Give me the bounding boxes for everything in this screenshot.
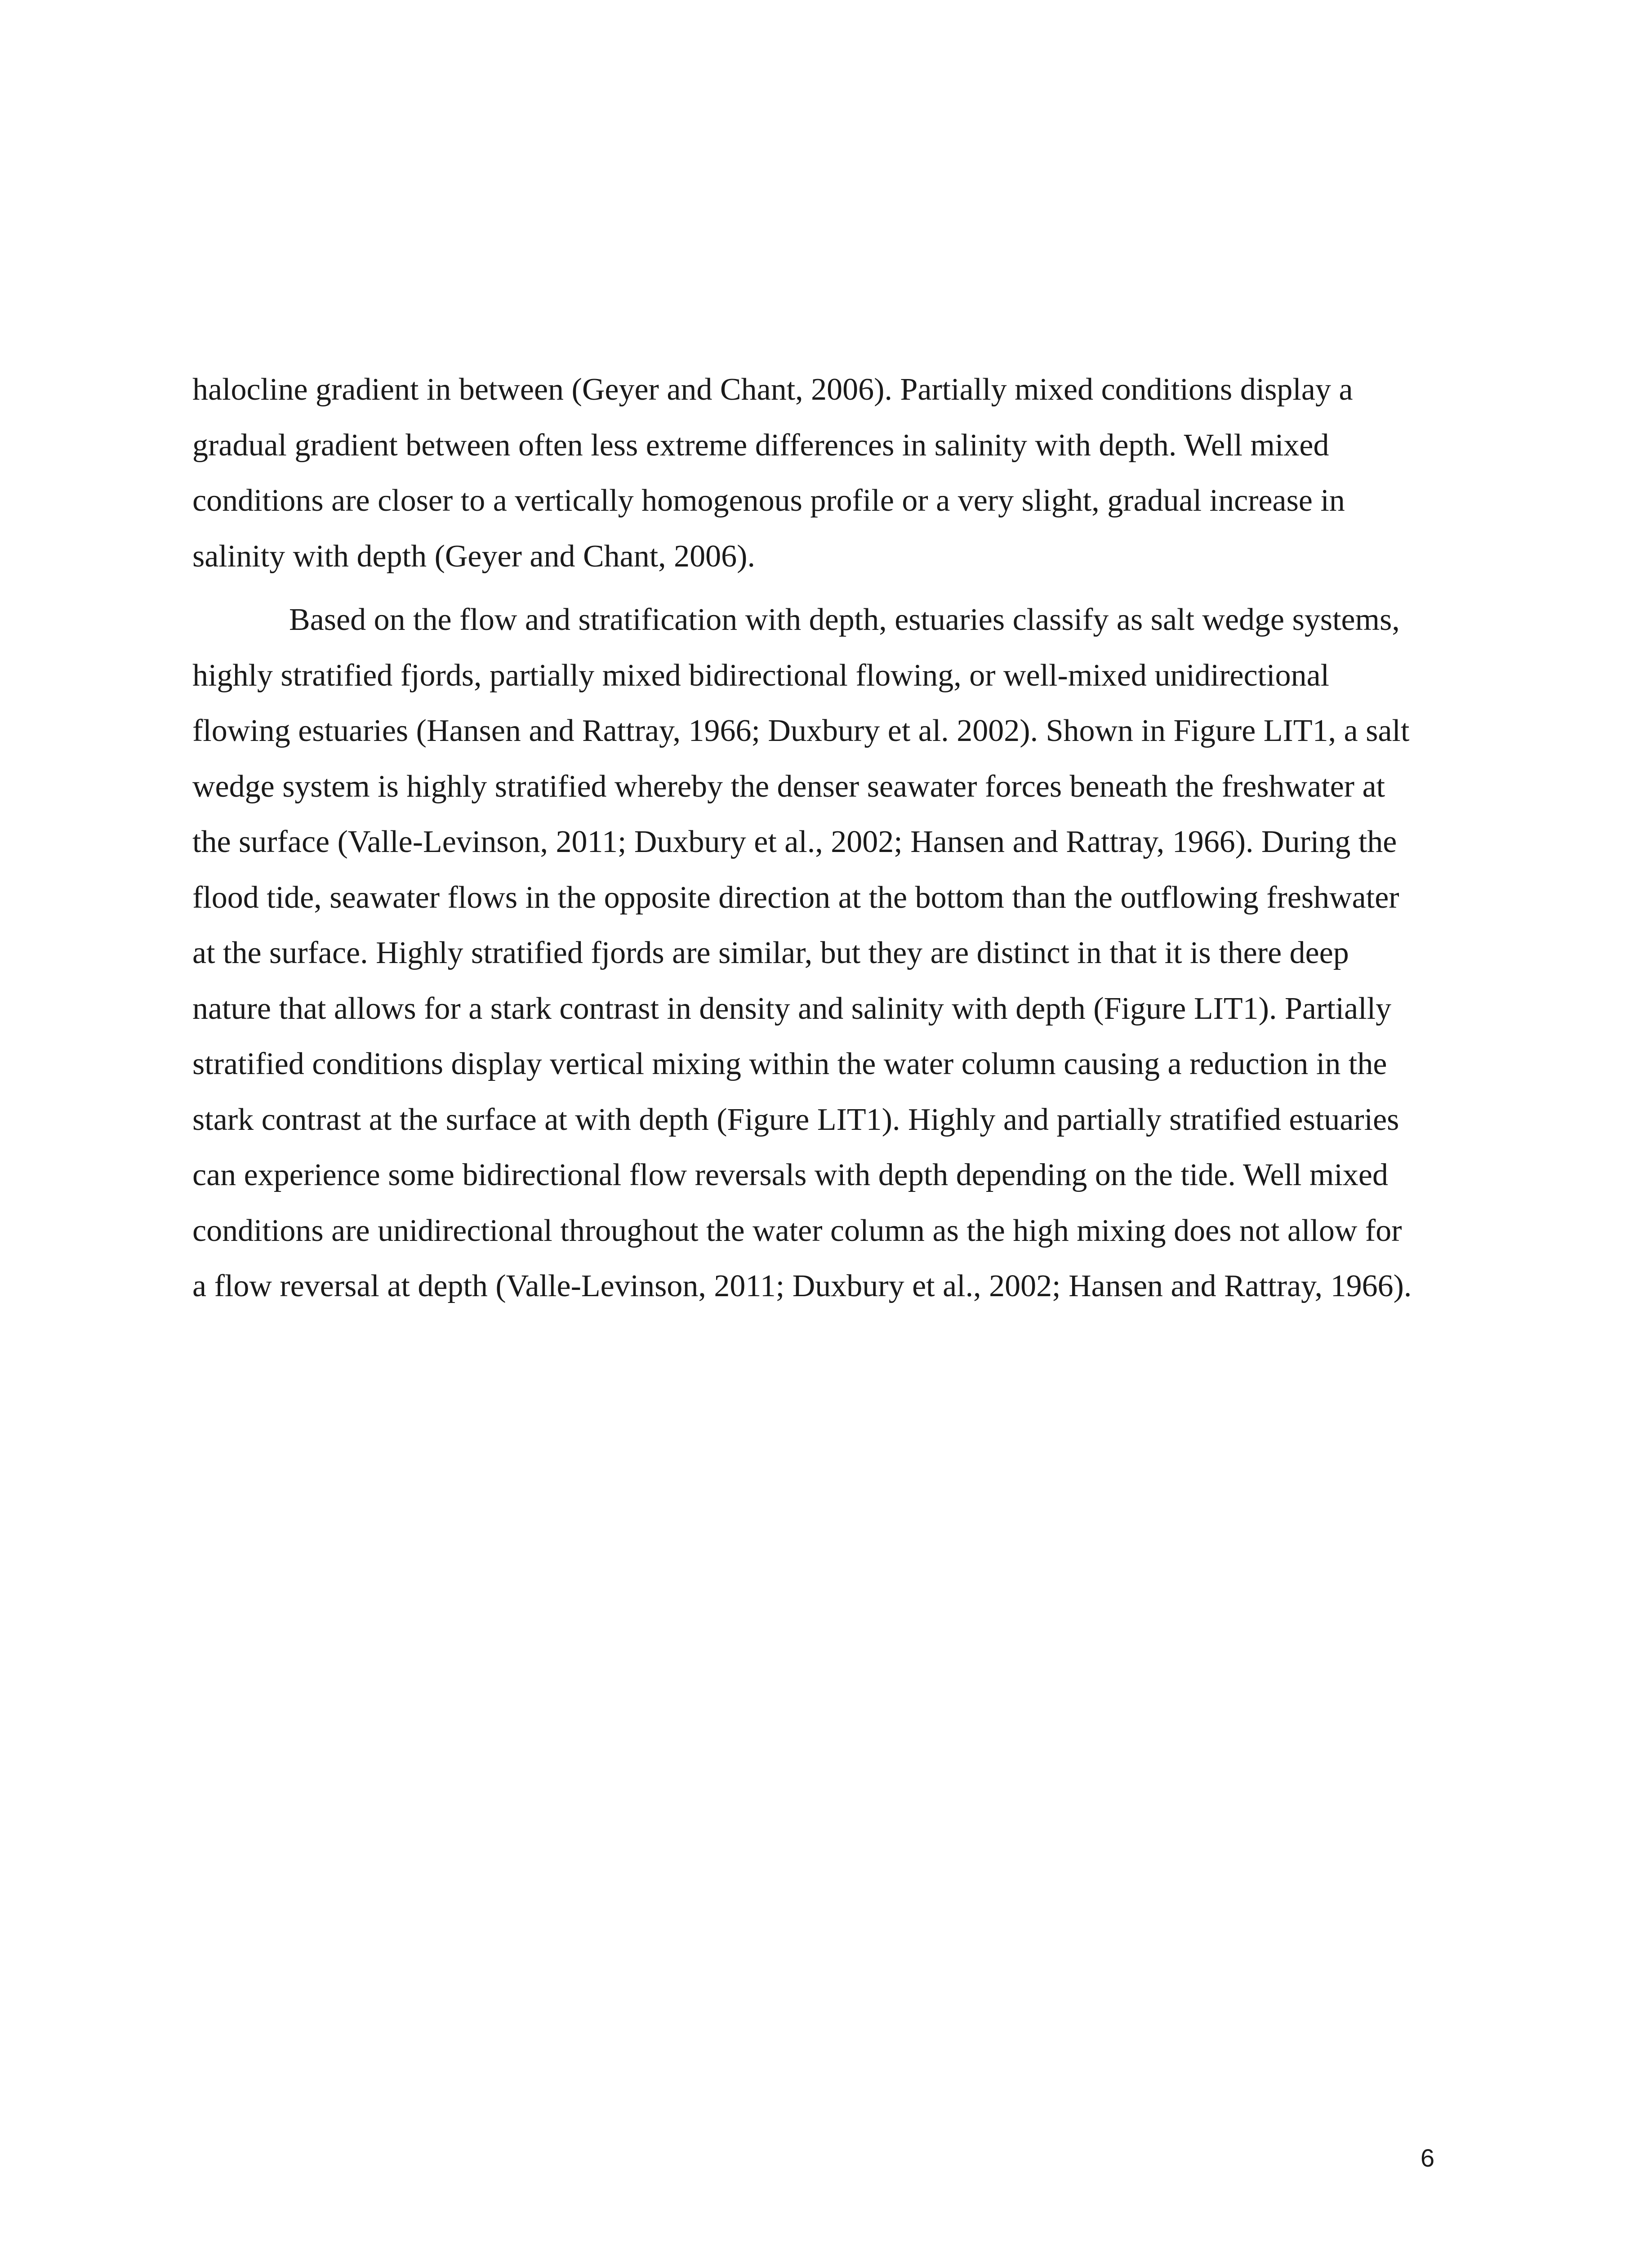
text-line: salinity with depth (Geyer and Chant, 2006).: [192, 539, 755, 574]
text-line: Based on the flow and stratification with depth, estuaries classify as salt wedge systems,: [289, 602, 1400, 637]
paragraph-1: [192, 362, 1451, 584]
paragraph-2: [192, 592, 1451, 1314]
text-line: wedge system is highly stratified whereby the denser seawater forces beneath the freshwater at: [192, 769, 1385, 804]
text-line: conditions are unidirectional throughout the water column as the high mixing does not allow for: [192, 1213, 1402, 1248]
text-line: at the surface. Highly stratified fjords are similar, but they are distinct in that it is there deep: [192, 936, 1349, 970]
text-line: can experience some bidirectional flow reversals with depth depending on the tide. Well mixed: [192, 1158, 1388, 1192]
text-line: conditions are closer to a vertically homogenous profile or a very slight, gradual increase in: [192, 483, 1345, 518]
text-line: nature that allows for a stark contrast in density and salinity with depth (Figure LIT1). Partially: [192, 991, 1392, 1026]
page-number: 6: [1420, 2144, 1435, 2172]
text-line: stratified conditions display vertical mixing within the water column causing a reduction in the: [192, 1047, 1387, 1081]
text-line: stark contrast at the surface at with depth (Figure LIT1). Highly and partially stratified estuaries: [192, 1102, 1399, 1137]
text-line: a flow reversal at depth (Valle-Levinson, 2011; Duxbury et al., 2002; Hansen and Rattray, 1966).: [192, 1269, 1412, 1303]
text-line: the surface (Valle-Levinson, 2011; Duxbury et al., 2002; Hansen and Rattray, 1966). During the: [192, 825, 1397, 859]
paragraph-spacing: [192, 584, 1451, 592]
text-line: flowing estuaries (Hansen and Rattray, 1966; Duxbury et al. 2002). Shown in Figure LIT1, a salt: [192, 714, 1410, 748]
text-line: flood tide, seawater flows in the opposite direction at the bottom than the outflowing freshwater: [192, 880, 1399, 915]
text-line: halocline gradient in between (Geyer and Chant, 2006). Partially mixed conditions display a: [192, 372, 1353, 407]
body-text: [192, 362, 1451, 1314]
text-line: gradual gradient between often less extreme differences in salinity with depth. Well mixed: [192, 428, 1329, 463]
text-line: highly stratified fjords, partially mixed bidirectional flowing, or well-mixed unidirectional: [192, 658, 1330, 693]
